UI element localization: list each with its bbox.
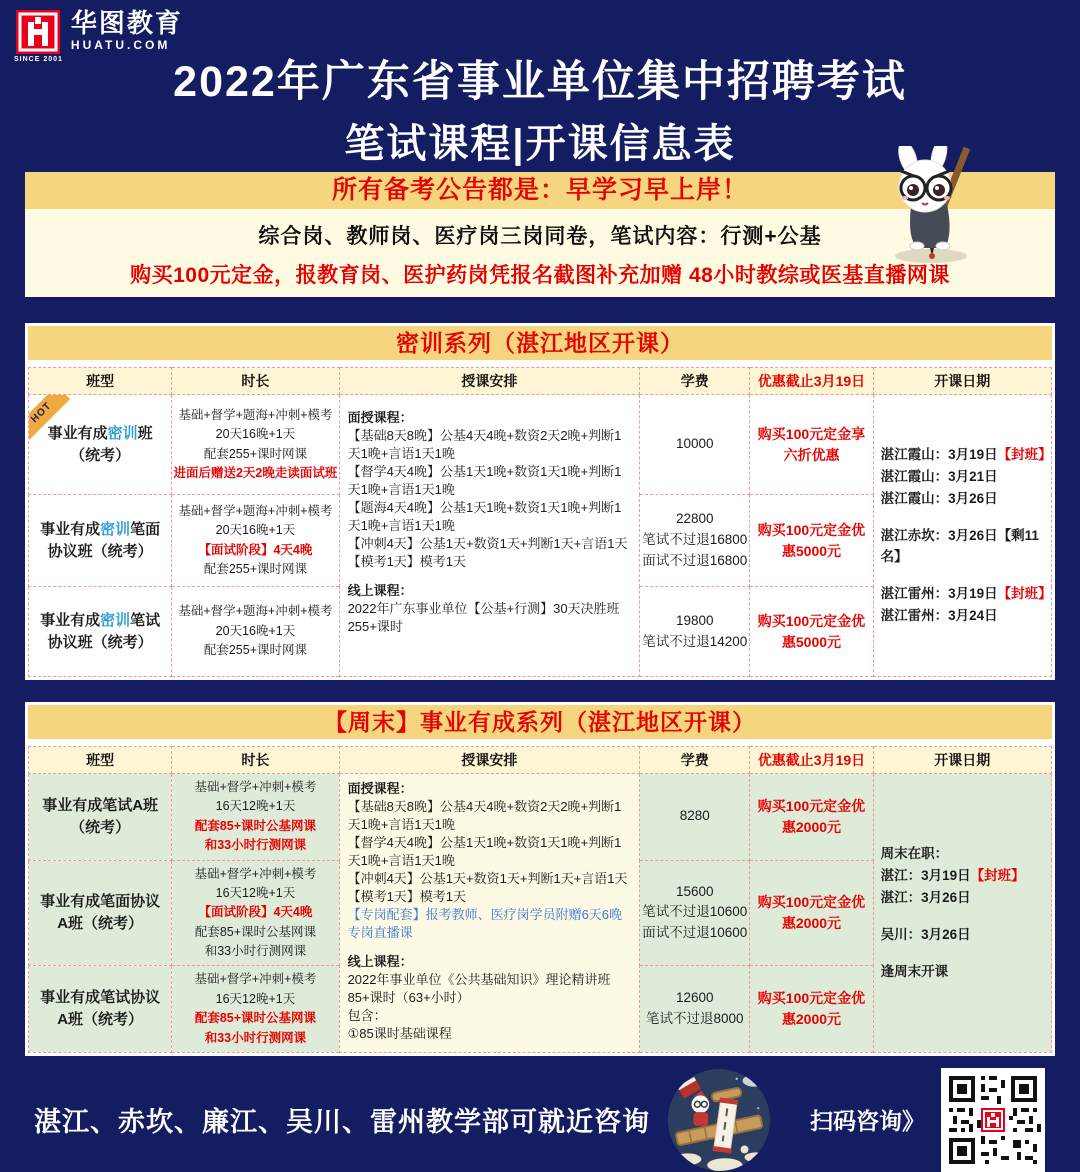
date-line: 湛江雷州：3月19日【封班】 xyxy=(880,586,1052,602)
schedule-cell: 面授课程： 【基础8天8晚】公基4天4晚+数资2天2晚+判断1天1晚+言语1天1晚 【督学4天4晚】公基1天1晚+数资1天1晚+判断1天1晚+言语1天1晚 【题海4天4晚】公基1天1晚+数资1天1晚+判断1天1晚+言语1天1晚 【冲刺4天】公基1天+数资1天+判断1天+言语1天 【模考1天】模考1天 线上课程： 2022年广东事业单位【公基+行测】30天决胜班255+课时 xyxy=(339,395,640,677)
promo-cell: 购买100元定金享六折优惠 xyxy=(750,395,873,495)
section-weekend-series xyxy=(25,702,1055,1056)
class-name-highlight: 密训 xyxy=(107,424,138,442)
hot-badge: HOT xyxy=(29,395,70,442)
logo-texts xyxy=(71,10,183,52)
promo-cell: 购买100元定金优惠2000元 xyxy=(750,860,873,966)
rabbit-with-brush-mascot-icon xyxy=(859,146,991,268)
fee-cell: 8280 xyxy=(640,774,750,861)
date-line: 湛江霞山：3月26日 xyxy=(880,490,998,506)
scan-hint: 扫码咨询》 xyxy=(810,1108,925,1135)
date-line: 湛江赤坎：3月26日【剩11名】 xyxy=(880,527,1039,565)
brand-domain: HUATU.COM xyxy=(70,38,171,53)
col-header-dates: 开课日期 xyxy=(873,747,1051,774)
fee-cell: 12600 笔试不过退8000 xyxy=(640,966,750,1053)
fee-cell: 15600 笔试不过退10600 面试不过退10600 xyxy=(640,860,750,966)
date-line: 湛江霞山：3月21日 xyxy=(880,468,998,484)
date-line: 吴川：3月26日 xyxy=(880,926,971,942)
promo-cell: 购买100元定金优惠5000元 xyxy=(750,587,873,677)
col-header-schedule: 授课安排 xyxy=(339,368,640,395)
fee-cell: 10000 xyxy=(640,395,750,495)
col-header-class-type: 班型 xyxy=(29,747,172,774)
date-line: 周末在职： xyxy=(880,846,949,862)
date-line: 湛江：3月26日 xyxy=(880,890,971,905)
duration-cell: 基础+督学+题海+冲刺+模考 20天16晚+1天 【面试阶段】4天4晚 配套255+课时网课 xyxy=(172,495,339,587)
promo-cell: 购买100元定金优惠2000元 xyxy=(750,774,873,861)
class-type-cell: 事业有成笔面协议A班（统考） xyxy=(29,860,172,966)
col-header-schedule: 授课安排 xyxy=(339,747,640,774)
page-subtitle: 笔试课程|开课信息表 xyxy=(344,122,736,166)
fee-cell: 19800 笔试不过退14200 xyxy=(640,587,750,677)
col-header-duration: 时长 xyxy=(172,747,339,774)
table-row xyxy=(29,395,1052,495)
col-header-fee: 学费 xyxy=(640,368,750,395)
date-line: 湛江：3月19日【封班】 xyxy=(880,868,1025,884)
banner-exam-info: 综合岗、教师岗、医疗岗三岗同卷，笔试内容：行测+公基 xyxy=(258,225,822,248)
class-type-cell: 事业有成笔试A班（统考） xyxy=(29,774,172,861)
qr-code xyxy=(941,1068,1045,1172)
table-header-row xyxy=(29,368,1052,395)
promo-cell: 购买100元定金优惠2000元 xyxy=(750,966,873,1053)
section-title: 【周末】事业有成系列（湛江地区开课） xyxy=(28,705,1052,739)
notice-banner xyxy=(25,172,1055,297)
brand-name: 华图教育 xyxy=(70,8,183,38)
duration-cell: 基础+督学+题海+冲刺+模考 20天16晚+1天 配套255+课时网课 xyxy=(172,587,339,677)
duration-cell: 基础+督学+冲刺+模考 16天12晚+1天 配套85+课时公基网课 和33小时行测网课 xyxy=(172,774,339,861)
class-type-cell: 事业有成密训笔试协议班（统考） xyxy=(29,587,172,677)
fee-cell: 22800 笔试不过退16800 面试不过退16800 xyxy=(640,495,750,587)
secret-training-table xyxy=(28,367,1052,677)
col-header-fee: 学费 xyxy=(640,747,750,774)
dates-cell xyxy=(873,395,1051,677)
mascot-boat-illustration-icon xyxy=(668,1068,770,1172)
duration-cell: 基础+督学+冲刺+模考 16天12晚+1天 配套85+课时公基网课 和33小时行测网课 xyxy=(172,966,339,1053)
date-line: 逢周末开课 xyxy=(880,963,949,979)
footer xyxy=(34,1068,1050,1172)
table-row xyxy=(29,774,1052,861)
col-header-dates: 开课日期 xyxy=(873,368,1051,395)
col-header-duration: 时长 xyxy=(172,368,339,395)
class-type-cell: 事业有成笔试协议A班（统考） xyxy=(29,966,172,1053)
class-name: 事业有成 xyxy=(47,424,108,442)
duration-cell: 基础+督学+题海+冲刺+模考 20天16晚+1天 配套255+课时网课 进面后赠送2天2晚走读面试班 xyxy=(172,395,339,495)
promo-cell: 购买100元定金优惠5000元 xyxy=(750,495,873,587)
section-secret-training xyxy=(25,323,1055,680)
class-type-cell: 事业有成密训笔面协议班（统考） xyxy=(29,495,172,587)
schedule-cell: 面授课程： 【基础8天8晚】公基4天4晚+数资2天2晚+判断1天1晚+言语1天1晚 【督学4天4晚】公基1天1晚+数资1天1晚+判断1天1晚+言语1天1晚 【冲刺4天】公基1天+数资1天+判断1天+言语1天 【模考1天】模考1天 【专岗配套】报考教师、医疗岗学员附赠6天6晚专岗直播课 线上课程： 2022年事业单位《公共基础知识》理论精讲班 85+课时（63+小时） 包含： ①85课时基础课程 xyxy=(339,774,640,1053)
section-title: 密训系列（湛江地区开课） xyxy=(28,326,1052,360)
class-type-cell xyxy=(29,395,172,495)
banner-promo-info: 购买100元定金，报教育岗、医护药岗凭报名截图补充加赠 48小时教综或医基直播网课 xyxy=(130,264,950,287)
date-line: 湛江霞山：3月19日【封班】 xyxy=(880,446,1052,462)
col-header-promo: 优惠截止3月19日 xyxy=(750,747,873,774)
logo-since: SINCE 2001 xyxy=(14,56,63,63)
contact-text: 湛江、赤坎、廉江、吴川、雷州教学部可就近咨询 xyxy=(34,1107,650,1138)
class-name: 班（统考） xyxy=(70,424,153,464)
page-title: 2022年广东省事业单位集中招聘考试 xyxy=(173,58,907,106)
table-header-row xyxy=(29,747,1052,774)
date-line: 湛江雷州：3月24日 xyxy=(880,608,998,624)
banner-headline: 所有备考公告都是：早学习早上岸！ xyxy=(25,172,1055,209)
weekend-series-table xyxy=(28,746,1052,1053)
duration-cell: 基础+督学+冲刺+模考 16天12晚+1天 【面试阶段】4天4晚 配套85+课时公基网课 和33小时行测网课 xyxy=(172,860,339,966)
col-header-promo: 优惠截止3月19日 xyxy=(750,368,873,395)
dates-cell xyxy=(873,774,1051,1053)
col-header-class-type: 班型 xyxy=(29,368,172,395)
